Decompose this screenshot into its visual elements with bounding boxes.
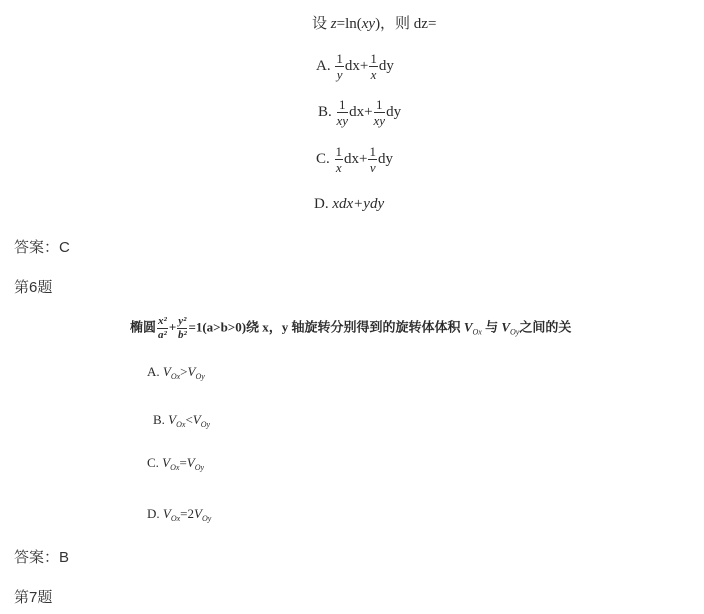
question6-option-d: [147, 506, 211, 523]
term: dy: [377, 150, 393, 167]
stem-suffix: )，则 dz=: [375, 16, 437, 32]
option-label: A.: [147, 364, 160, 379]
question6-stem: [130, 316, 571, 341]
option-label: A.: [316, 57, 331, 74]
question7-title: 第7题: [14, 589, 53, 606]
volume-symbol: V: [168, 412, 177, 427]
operator: =: [179, 455, 187, 470]
operator: <: [185, 412, 193, 427]
denominator: x: [335, 160, 342, 175]
option-label: B.: [153, 412, 165, 427]
option-label: C.: [316, 150, 330, 167]
fraction: [369, 52, 378, 81]
denominator: b²: [177, 329, 187, 341]
question5-option-a: [316, 52, 394, 81]
term: dy: [386, 103, 402, 120]
fraction: [368, 145, 377, 174]
question6-option-c: [147, 455, 204, 472]
fraction: [157, 316, 168, 341]
stem-mid: 与: [481, 319, 502, 335]
denominator: v: [369, 160, 376, 175]
answer-q5: 答案：C: [14, 239, 70, 256]
fraction: [374, 98, 386, 127]
numerator: 1: [337, 98, 349, 113]
numerator: 1: [374, 98, 386, 113]
volume-symbol: V: [192, 412, 201, 427]
question5-option-c: [316, 145, 393, 174]
stem-var: z: [330, 16, 337, 32]
volume-symbol: V: [463, 319, 473, 335]
volume-subscript: Oy: [510, 327, 520, 337]
stem-arg: xy: [361, 16, 376, 32]
numerator: x²: [158, 315, 167, 327]
stem-rest: =1(a>b>0)绕 x，y 轴旋转分别得到的旋转体体积: [188, 319, 464, 335]
volume-symbol: V: [186, 455, 195, 470]
coefficient: 2: [187, 506, 195, 521]
volume-symbol: V: [162, 506, 171, 521]
answer-q6: 答案：B: [14, 549, 70, 566]
question6-title: 第6题: [14, 279, 53, 296]
operator: =: [180, 506, 188, 521]
numerator: 1: [336, 51, 343, 66]
volume-subscript: Ox: [176, 420, 186, 429]
volume-symbol: V: [187, 364, 196, 379]
numerator: 1: [335, 144, 343, 159]
numerator: 1: [370, 51, 377, 66]
question5-stem: [312, 12, 436, 33]
volume-symbol: V: [162, 364, 171, 379]
volume-symbol: V: [501, 319, 510, 335]
volume-subscript: Oy: [195, 372, 205, 381]
option-text: xdx+ydy: [332, 196, 385, 212]
stem-prefix: 设: [312, 16, 331, 32]
plus: +: [168, 319, 177, 335]
stem-eq: =ln(: [336, 16, 362, 32]
volume-subscript: Ox: [170, 372, 181, 381]
volume-subscript: Oy: [200, 420, 211, 429]
question5-option-b: [318, 98, 401, 127]
term: dx+: [344, 150, 368, 167]
question6-option-b: [153, 412, 210, 429]
denominator: a²: [158, 329, 167, 341]
question5-option-d: [314, 196, 384, 213]
volume-symbol: V: [162, 455, 171, 470]
option-label: D.: [314, 196, 329, 212]
operator: >: [180, 364, 188, 379]
denominator: y: [336, 67, 343, 82]
volume-subscript: Ox: [170, 514, 181, 523]
fraction: [337, 98, 349, 127]
stem-end: 之间的关: [519, 319, 572, 335]
denominator: xy: [336, 113, 349, 128]
term: dy: [378, 57, 394, 74]
term: dx+: [349, 103, 373, 120]
denominator: xy: [373, 113, 386, 128]
numerator: y²: [178, 315, 187, 327]
stem-prefix: 椭圆: [130, 319, 157, 335]
fraction: [177, 316, 187, 341]
volume-subscript: Ox: [472, 327, 482, 337]
option-label: B.: [318, 103, 332, 120]
option-label: C.: [147, 455, 159, 470]
numerator: 1: [369, 144, 376, 159]
volume-subscript: Oy: [201, 514, 212, 523]
fraction: [335, 145, 344, 174]
option-label: D.: [147, 506, 160, 521]
question6-option-a: [147, 364, 205, 381]
denominator: x: [370, 67, 377, 82]
volume-symbol: V: [194, 506, 202, 521]
volume-subscript: Oy: [194, 463, 205, 472]
term: dx+: [344, 57, 369, 74]
volume-subscript: Ox: [170, 463, 180, 472]
fraction: [335, 52, 344, 81]
